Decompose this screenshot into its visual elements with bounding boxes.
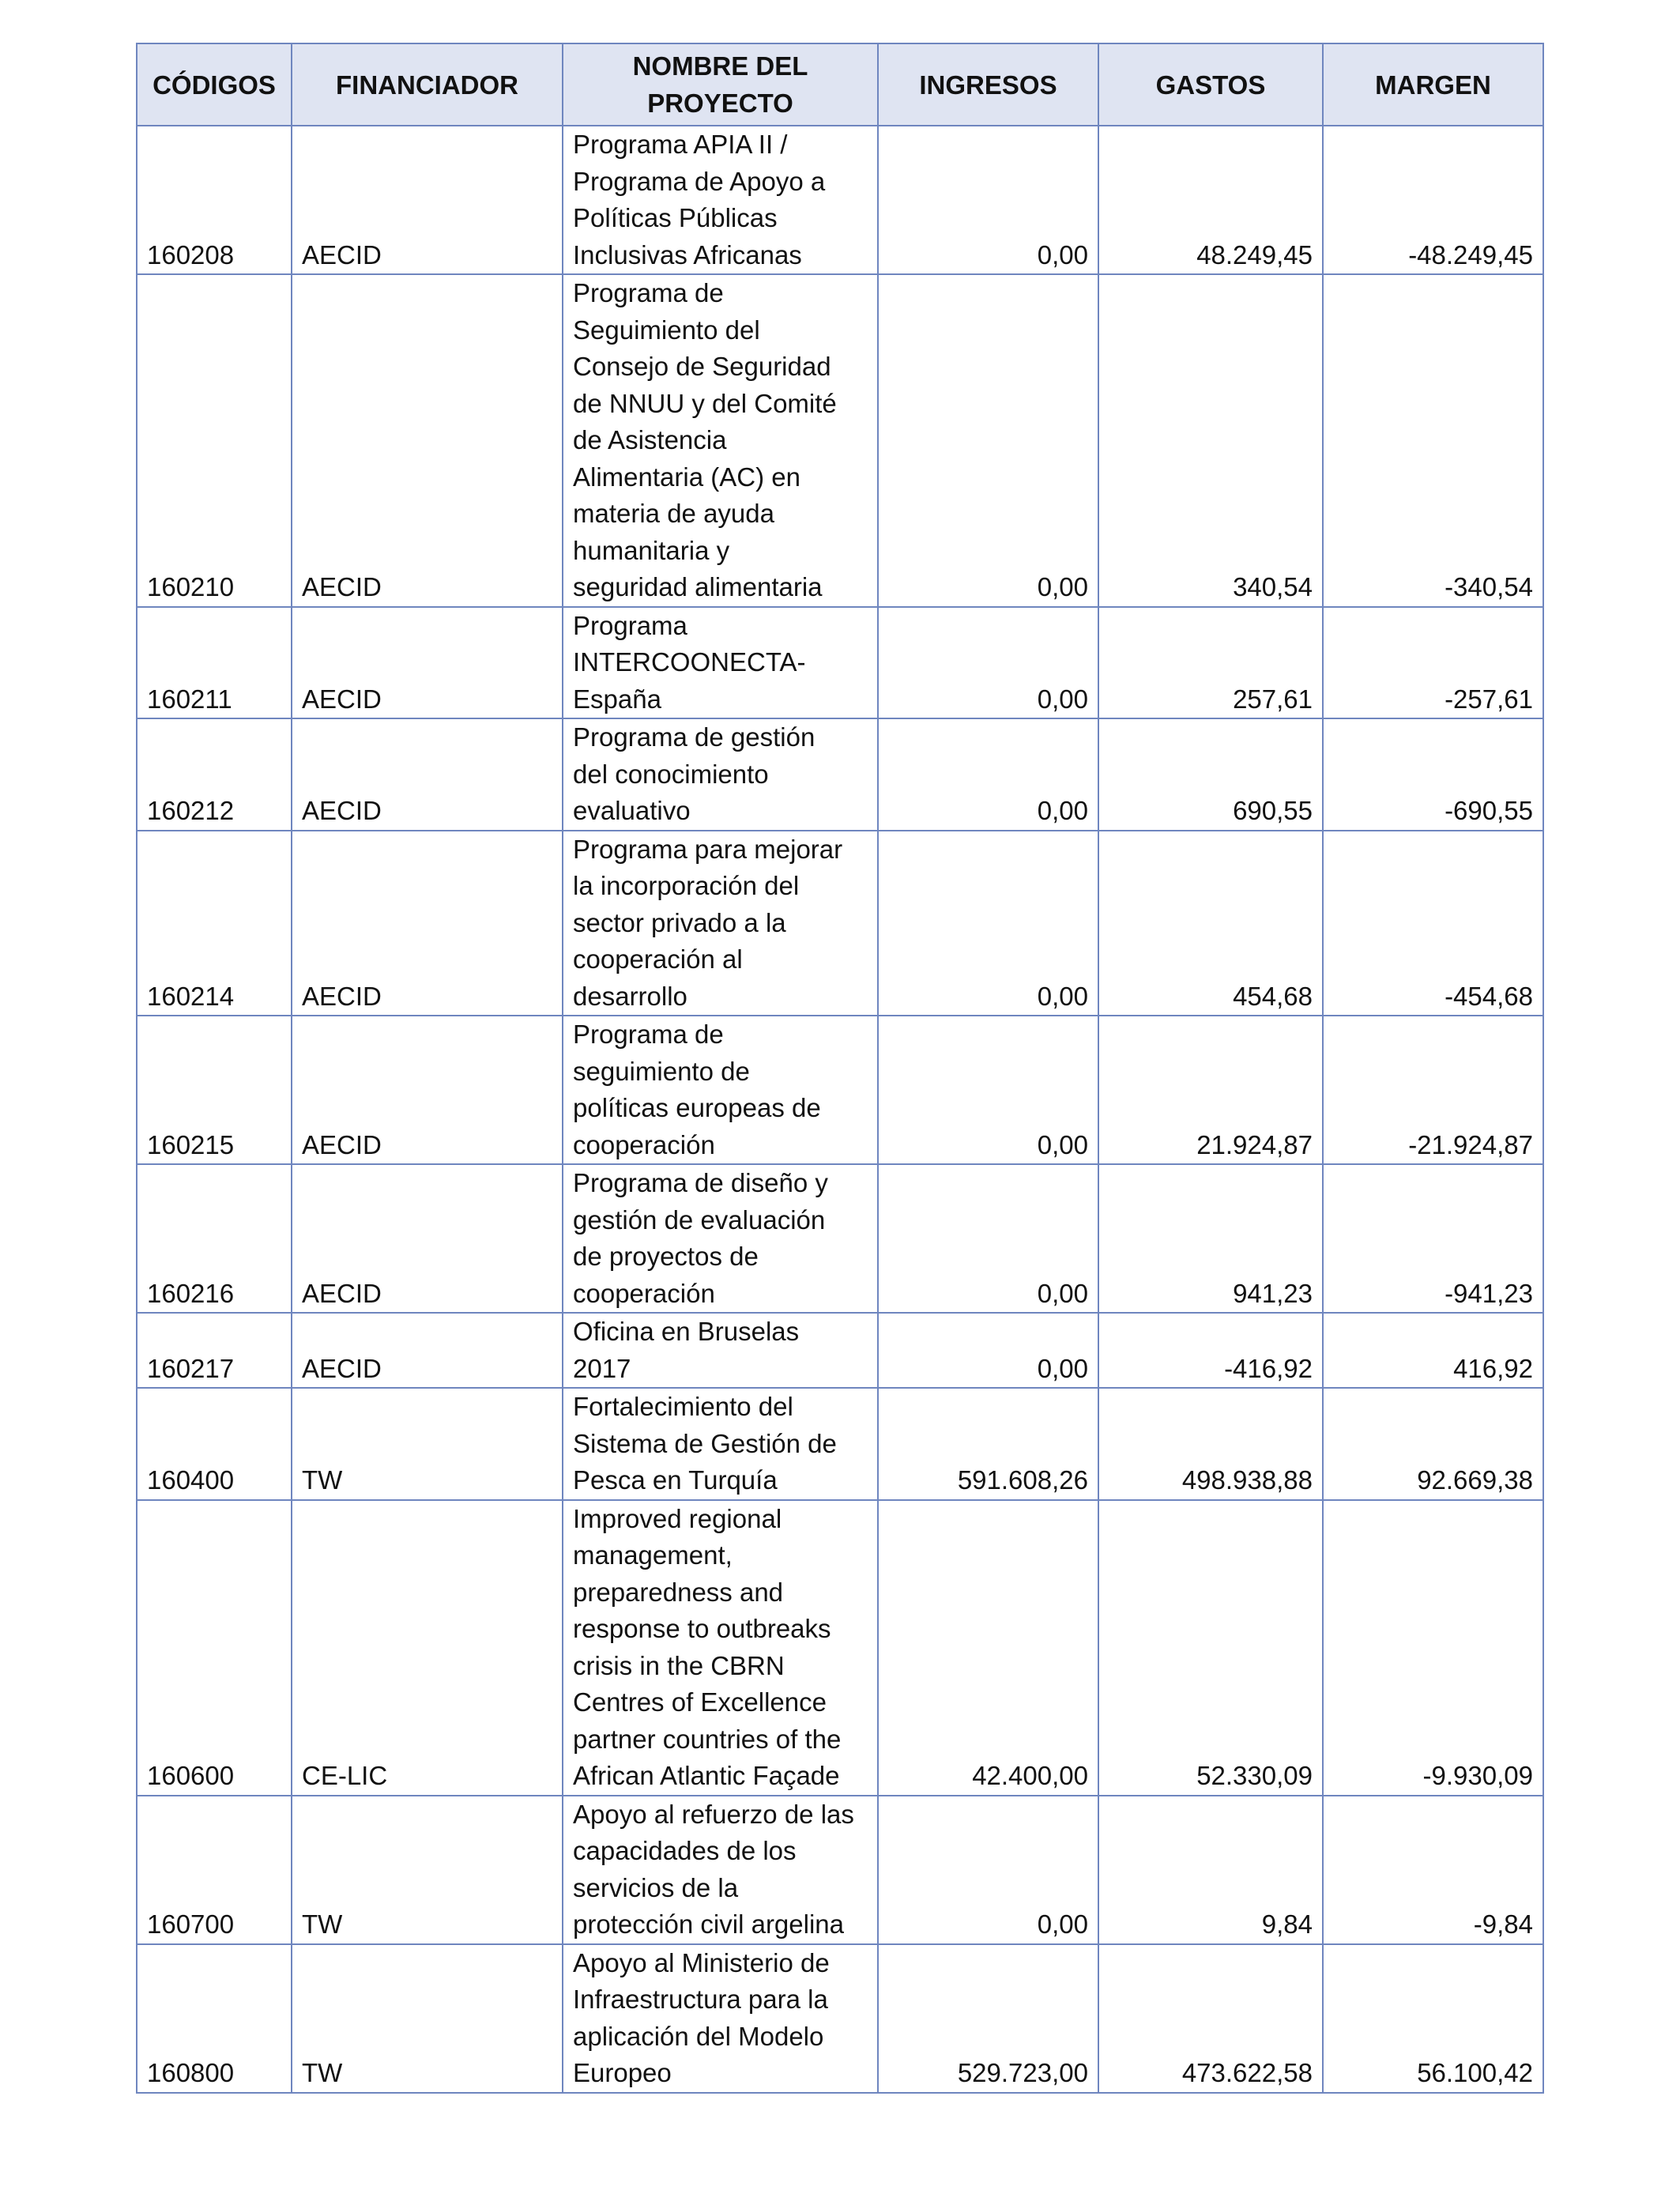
project-name-cell	[563, 1313, 878, 1388]
project-name-line: humanitaria y	[573, 535, 730, 565]
project-name-cell	[563, 718, 878, 831]
project-name-cell	[563, 1796, 878, 1944]
project-name-line: partner countries of the	[573, 1724, 842, 1754]
table-body	[137, 126, 1543, 2093]
code-cell: 160700	[137, 1796, 292, 1944]
margin-cell: 56.100,42	[1323, 1944, 1543, 2093]
project-name-line: cooperación al	[573, 944, 743, 974]
funder-cell: AECID	[292, 1164, 563, 1313]
income-cell: 0,00	[878, 718, 1098, 831]
project-name-line: la incorporación del	[573, 871, 800, 900]
code-cell: 160210	[137, 274, 292, 607]
funder-cell: AECID	[292, 831, 563, 1016]
expenses-cell: 52.330,09	[1098, 1500, 1323, 1796]
project-name-cell	[563, 1500, 878, 1796]
header-nombre-line1: NOMBRE DEL	[632, 51, 808, 81]
project-name-cell	[563, 1388, 878, 1500]
projects-table	[136, 43, 1544, 2094]
project-name-line: Improved regional	[573, 1503, 782, 1533]
income-cell: 0,00	[878, 1796, 1098, 1944]
project-name-cell	[563, 1944, 878, 2093]
project-name-line: de NNUU y del Comité	[573, 388, 837, 418]
table-row	[137, 831, 1543, 1016]
project-name-line: Programa de diseño y	[573, 1168, 828, 1197]
income-cell: 0,00	[878, 607, 1098, 719]
project-name-line: de proyectos de	[573, 1242, 759, 1271]
margin-cell: 92.669,38	[1323, 1388, 1543, 1500]
project-name-line: Programa para mejorar	[573, 834, 843, 864]
project-name-line: Programa	[573, 610, 687, 640]
margin-cell: -9.930,09	[1323, 1500, 1543, 1796]
code-cell: 160215	[137, 1016, 292, 1164]
income-cell: 0,00	[878, 274, 1098, 607]
project-name-cell	[563, 274, 878, 607]
margin-cell: -257,61	[1323, 607, 1543, 719]
expenses-cell: 48.249,45	[1098, 126, 1323, 274]
code-cell: 160217	[137, 1313, 292, 1388]
project-name-line: del conocimiento	[573, 759, 769, 789]
expenses-cell: 257,61	[1098, 607, 1323, 719]
project-name-line: sector privado a la	[573, 907, 786, 937]
project-name-line: cooperación	[573, 1278, 715, 1308]
table-row	[137, 1500, 1543, 1796]
expenses-cell: 340,54	[1098, 274, 1323, 607]
project-name-line: African Atlantic Façade	[573, 1761, 840, 1790]
expenses-cell: -416,92	[1098, 1313, 1323, 1388]
header-gastos: GASTOS	[1098, 43, 1323, 126]
expenses-cell: 9,84	[1098, 1796, 1323, 1944]
project-name-line: Programa de	[573, 1020, 724, 1049]
code-cell: 160214	[137, 831, 292, 1016]
table-row	[137, 1016, 1543, 1164]
project-name-cell	[563, 831, 878, 1016]
project-name-line: Programa APIA II /	[573, 130, 788, 159]
income-cell: 529.723,00	[878, 1944, 1098, 2093]
project-name-line: Inclusivas Africanas	[573, 239, 802, 270]
expenses-cell: 690,55	[1098, 718, 1323, 831]
project-name-line: protección civil argelina	[573, 1909, 845, 1939]
projects-table-container	[136, 43, 1544, 2094]
table-row	[137, 274, 1543, 607]
income-cell: 0,00	[878, 1164, 1098, 1313]
expenses-cell: 941,23	[1098, 1164, 1323, 1313]
margin-cell: -21.924,87	[1323, 1016, 1543, 1164]
expenses-cell: 454,68	[1098, 831, 1323, 1016]
project-name-line: Oficina en Bruselas	[573, 1317, 800, 1346]
funder-cell: TW	[292, 1944, 563, 2093]
margin-cell: -48.249,45	[1323, 126, 1543, 274]
margin-cell: -340,54	[1323, 274, 1543, 607]
income-cell: 0,00	[878, 126, 1098, 274]
funder-cell: TW	[292, 1388, 563, 1500]
project-name-cell	[563, 607, 878, 719]
project-name-line: Apoyo al refuerzo de las	[573, 1799, 854, 1829]
table-row	[137, 1388, 1543, 1500]
header-financiador: FINANCIADOR	[292, 43, 563, 126]
project-name-line: Alimentaria (AC) en	[573, 462, 800, 492]
expenses-cell: 21.924,87	[1098, 1016, 1323, 1164]
project-name-line: INTERCOONECTA-	[573, 647, 806, 677]
project-name-line: políticas europeas de	[573, 1093, 821, 1122]
project-name-line: materia de ayuda	[573, 499, 774, 528]
project-name-line: Infraestructura para la	[573, 1985, 828, 2014]
project-name-line: preparedness and	[573, 1577, 784, 1607]
project-name-line: seguimiento de	[573, 1056, 750, 1086]
income-cell: 591.608,26	[878, 1388, 1098, 1500]
income-cell: 0,00	[878, 1313, 1098, 1388]
project-name-line: Seguimiento del	[573, 315, 760, 345]
table-row	[137, 1164, 1543, 1313]
funder-cell: TW	[292, 1796, 563, 1944]
income-cell: 0,00	[878, 1016, 1098, 1164]
project-name-line: response to outbreaks	[573, 1614, 831, 1643]
funder-cell: AECID	[292, 126, 563, 274]
project-name-line: Programa de Apoyo a	[573, 166, 826, 196]
funder-cell: AECID	[292, 718, 563, 831]
project-name-line: crisis in the CBRN	[573, 1650, 785, 1680]
code-cell: 160212	[137, 718, 292, 831]
header-row	[137, 43, 1543, 126]
funder-cell: AECID	[292, 274, 563, 607]
table-row	[137, 1313, 1543, 1388]
income-cell: 42.400,00	[878, 1500, 1098, 1796]
project-name-line: management,	[573, 1540, 733, 1570]
table-row	[137, 1944, 1543, 2093]
project-name-line: Consejo de Seguridad	[573, 352, 831, 381]
project-name-line: Políticas Públicas	[573, 203, 778, 232]
margin-cell: -941,23	[1323, 1164, 1543, 1313]
expenses-cell: 498.938,88	[1098, 1388, 1323, 1500]
project-name-cell	[563, 126, 878, 274]
project-name-line: seguridad alimentaria	[573, 572, 823, 601]
project-name-line: Sistema de Gestión de	[573, 1428, 837, 1458]
code-cell: 160400	[137, 1388, 292, 1500]
project-name-line: gestión de evaluación	[573, 1204, 826, 1235]
header-codigos: CÓDIGOS	[137, 43, 292, 126]
header-ingresos: INGRESOS	[878, 43, 1098, 126]
project-name-line: cooperación	[573, 1129, 715, 1159]
table-row	[137, 126, 1543, 274]
project-name-line: capacidades de los	[573, 1836, 797, 1865]
code-cell: 160800	[137, 1944, 292, 2093]
funder-cell: AECID	[292, 607, 563, 719]
table-row	[137, 607, 1543, 719]
table-row	[137, 718, 1543, 831]
project-name-line: Fortalecimiento del	[573, 1392, 793, 1421]
project-name-line: 2017	[573, 1353, 631, 1383]
project-name-line: Centres of Excellence	[573, 1687, 827, 1717]
income-cell: 0,00	[878, 831, 1098, 1016]
header-nombre-line2: PROYECTO	[647, 89, 793, 118]
margin-cell: 416,92	[1323, 1313, 1543, 1388]
project-name-line: España	[573, 684, 661, 714]
project-name-line: evaluativo	[573, 796, 691, 825]
project-name-cell	[563, 1016, 878, 1164]
header-margen: MARGEN	[1323, 43, 1543, 126]
project-name-line: aplicación del Modelo	[573, 2021, 824, 2051]
project-name-line: Programa de gestión	[573, 722, 816, 752]
expenses-cell: 473.622,58	[1098, 1944, 1323, 2093]
funder-cell: AECID	[292, 1016, 563, 1164]
table-row	[137, 1796, 1543, 1944]
header-nombre	[563, 43, 878, 126]
margin-cell: -690,55	[1323, 718, 1543, 831]
code-cell: 160208	[137, 126, 292, 274]
project-name-line: Pesca en Turquía	[573, 1465, 778, 1495]
project-name-cell	[563, 1164, 878, 1313]
margin-cell: -9,84	[1323, 1796, 1543, 1944]
funder-cell: CE-LIC	[292, 1500, 563, 1796]
project-name-line: servicios de la	[573, 1872, 739, 1902]
code-cell: 160211	[137, 607, 292, 719]
project-name-line: Programa de	[573, 278, 724, 307]
project-name-line: Apoyo al Ministerio de	[573, 1947, 830, 1977]
project-name-line: de Asistencia	[573, 425, 727, 454]
code-cell: 160216	[137, 1164, 292, 1313]
project-name-line: Europeo	[573, 2058, 672, 2087]
margin-cell: -454,68	[1323, 831, 1543, 1016]
code-cell: 160600	[137, 1500, 292, 1796]
funder-cell: AECID	[292, 1313, 563, 1388]
project-name-line: desarrollo	[573, 981, 687, 1011]
